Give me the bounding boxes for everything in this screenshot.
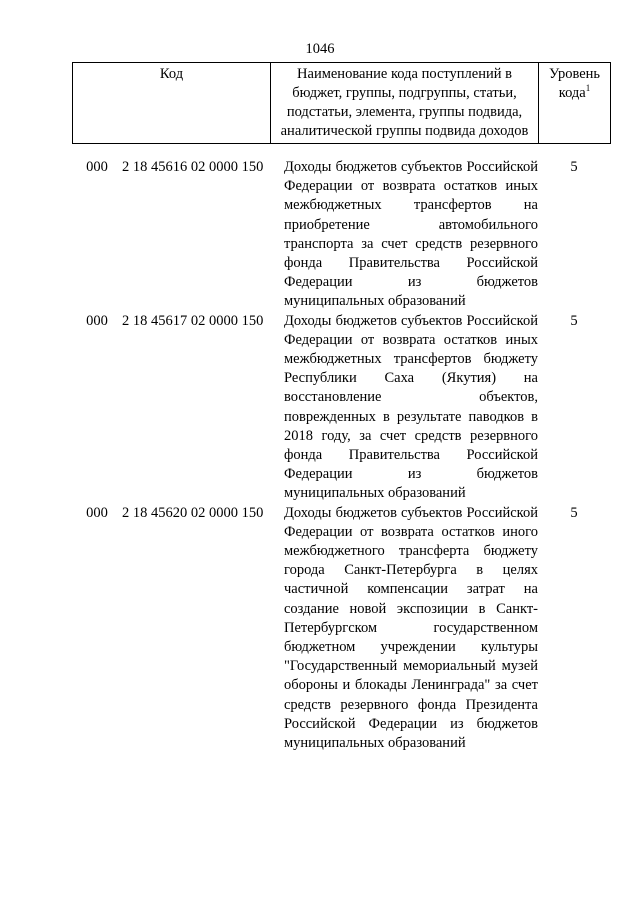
header-level-footnote: 1 [585, 83, 591, 94]
header-code: Код [73, 63, 271, 144]
header-name: Наименование кода поступлений в бюджет, группы, подгруппы, статьи, подстатьи, элемента, группы подвида, аналитической группы подвида доходов [271, 63, 539, 144]
table-row [72, 312, 610, 504]
table-row [72, 158, 610, 312]
header-level-label: Уровень кода [548, 66, 601, 101]
revenue-name: Доходы бюджетов субъектов Российской Федерации от возврата остатков иного межбюджетного трансферта бюджету города Санкт-Петербурга в целях частичной компенсации затрат на создание новой экспозиции в Санкт-Петербургском государственном бюджетном учреждении культуры "Государственный мемориальный музей обороны и блокады Ленинграда" за счет средств резервного фонда Президента Российской Федерации из бюджетов муниципальных образований [284, 504, 538, 752]
revenue-name: Доходы бюджетов субъектов Российской Федерации от возврата остатков иных межбюджетных трансфертов бюджету Республики Саха (Якутия) на восстановление объектов, поврежденных в результате паводков в 2018 году, за счет средств резервного фонда Правительства Российской Федерации из бюджетов муниципальных образований [284, 312, 538, 502]
admin-code: 000 [86, 504, 108, 521]
code-level: 5 [570, 504, 578, 521]
header-level [539, 63, 611, 144]
code-level: 5 [570, 159, 578, 175]
revenue-code: 2 18 45616 02 0000 150 [122, 159, 264, 175]
table-body [72, 158, 610, 753]
table-row [72, 504, 610, 754]
admin-code: 000 [86, 312, 108, 329]
page-number: 1046 [305, 41, 335, 57]
revenue-name: Доходы бюджетов субъектов Российской Федерации от возврата остатков иных межбюджетных трансфертов на приобретение автомобильного транспорта за счет средств резервного фонда Правительства Российской Федерации из бюджетов муниципальных образований [284, 159, 538, 310]
revenue-code: 2 18 45617 02 0000 150 [122, 312, 264, 329]
revenue-code: 2 18 45620 02 0000 150 [122, 504, 264, 521]
header-row [73, 63, 611, 144]
table-header [72, 62, 611, 144]
admin-code: 000 [86, 159, 108, 175]
code-level: 5 [570, 312, 578, 329]
